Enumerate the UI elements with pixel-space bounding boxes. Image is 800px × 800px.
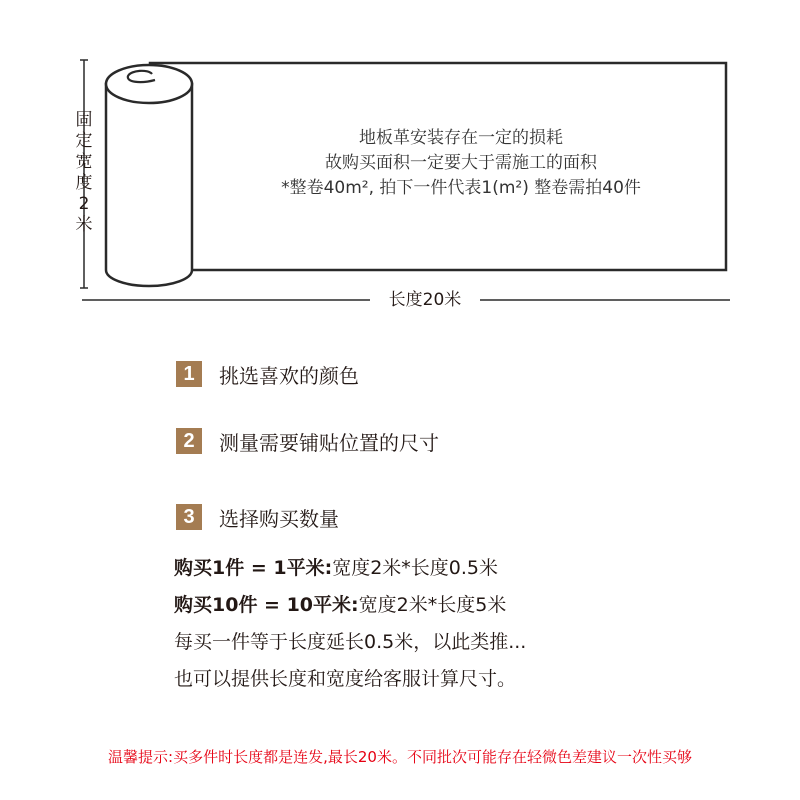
roll-body: [106, 84, 192, 286]
detail-line-4: 也可以提供长度和宽度给客服计算尺寸。: [174, 668, 517, 690]
detail-line-2: 购买10件 = 10平米:宽度2米*长度5米: [174, 594, 507, 616]
step-3: [176, 502, 339, 532]
detail-line-1: 购买1件 = 1平米:宽度2米*长度0.5米: [174, 557, 499, 579]
notice-line: 地板革安装存在一定的损耗: [359, 128, 563, 148]
length-label: 长度20米: [370, 288, 480, 312]
purchase-details: [174, 550, 774, 698]
notice-line: *整卷40m², 拍下一件代表1(m²) 整卷需拍40件: [281, 178, 641, 198]
warm-tip: 温馨提示:买多件时长度都是连发,最长20米。不同批次可能存在轻微色差建议一次性买够: [108, 748, 692, 766]
step-2: [176, 426, 439, 456]
notice-line: 故购买面积一定要大于需施工的面积: [325, 153, 597, 173]
step-text: 选择购买数量: [219, 506, 339, 531]
width-label: 固 定 宽 度 2 米: [75, 110, 93, 235]
step-1: [176, 359, 359, 389]
step-number-badge: 1: [176, 361, 202, 387]
detail-line-3: 每买一件等于长度延长0.5米，以此类推...: [174, 631, 527, 653]
loss-notice: [196, 126, 726, 201]
roll-diagram: [0, 0, 800, 320]
step-text: 测量需要铺贴位置的尺寸: [219, 430, 439, 455]
step-number-badge: 2: [176, 428, 202, 454]
step-number-badge: 3: [176, 504, 202, 530]
step-text: 挑选喜欢的颜色: [219, 363, 359, 388]
